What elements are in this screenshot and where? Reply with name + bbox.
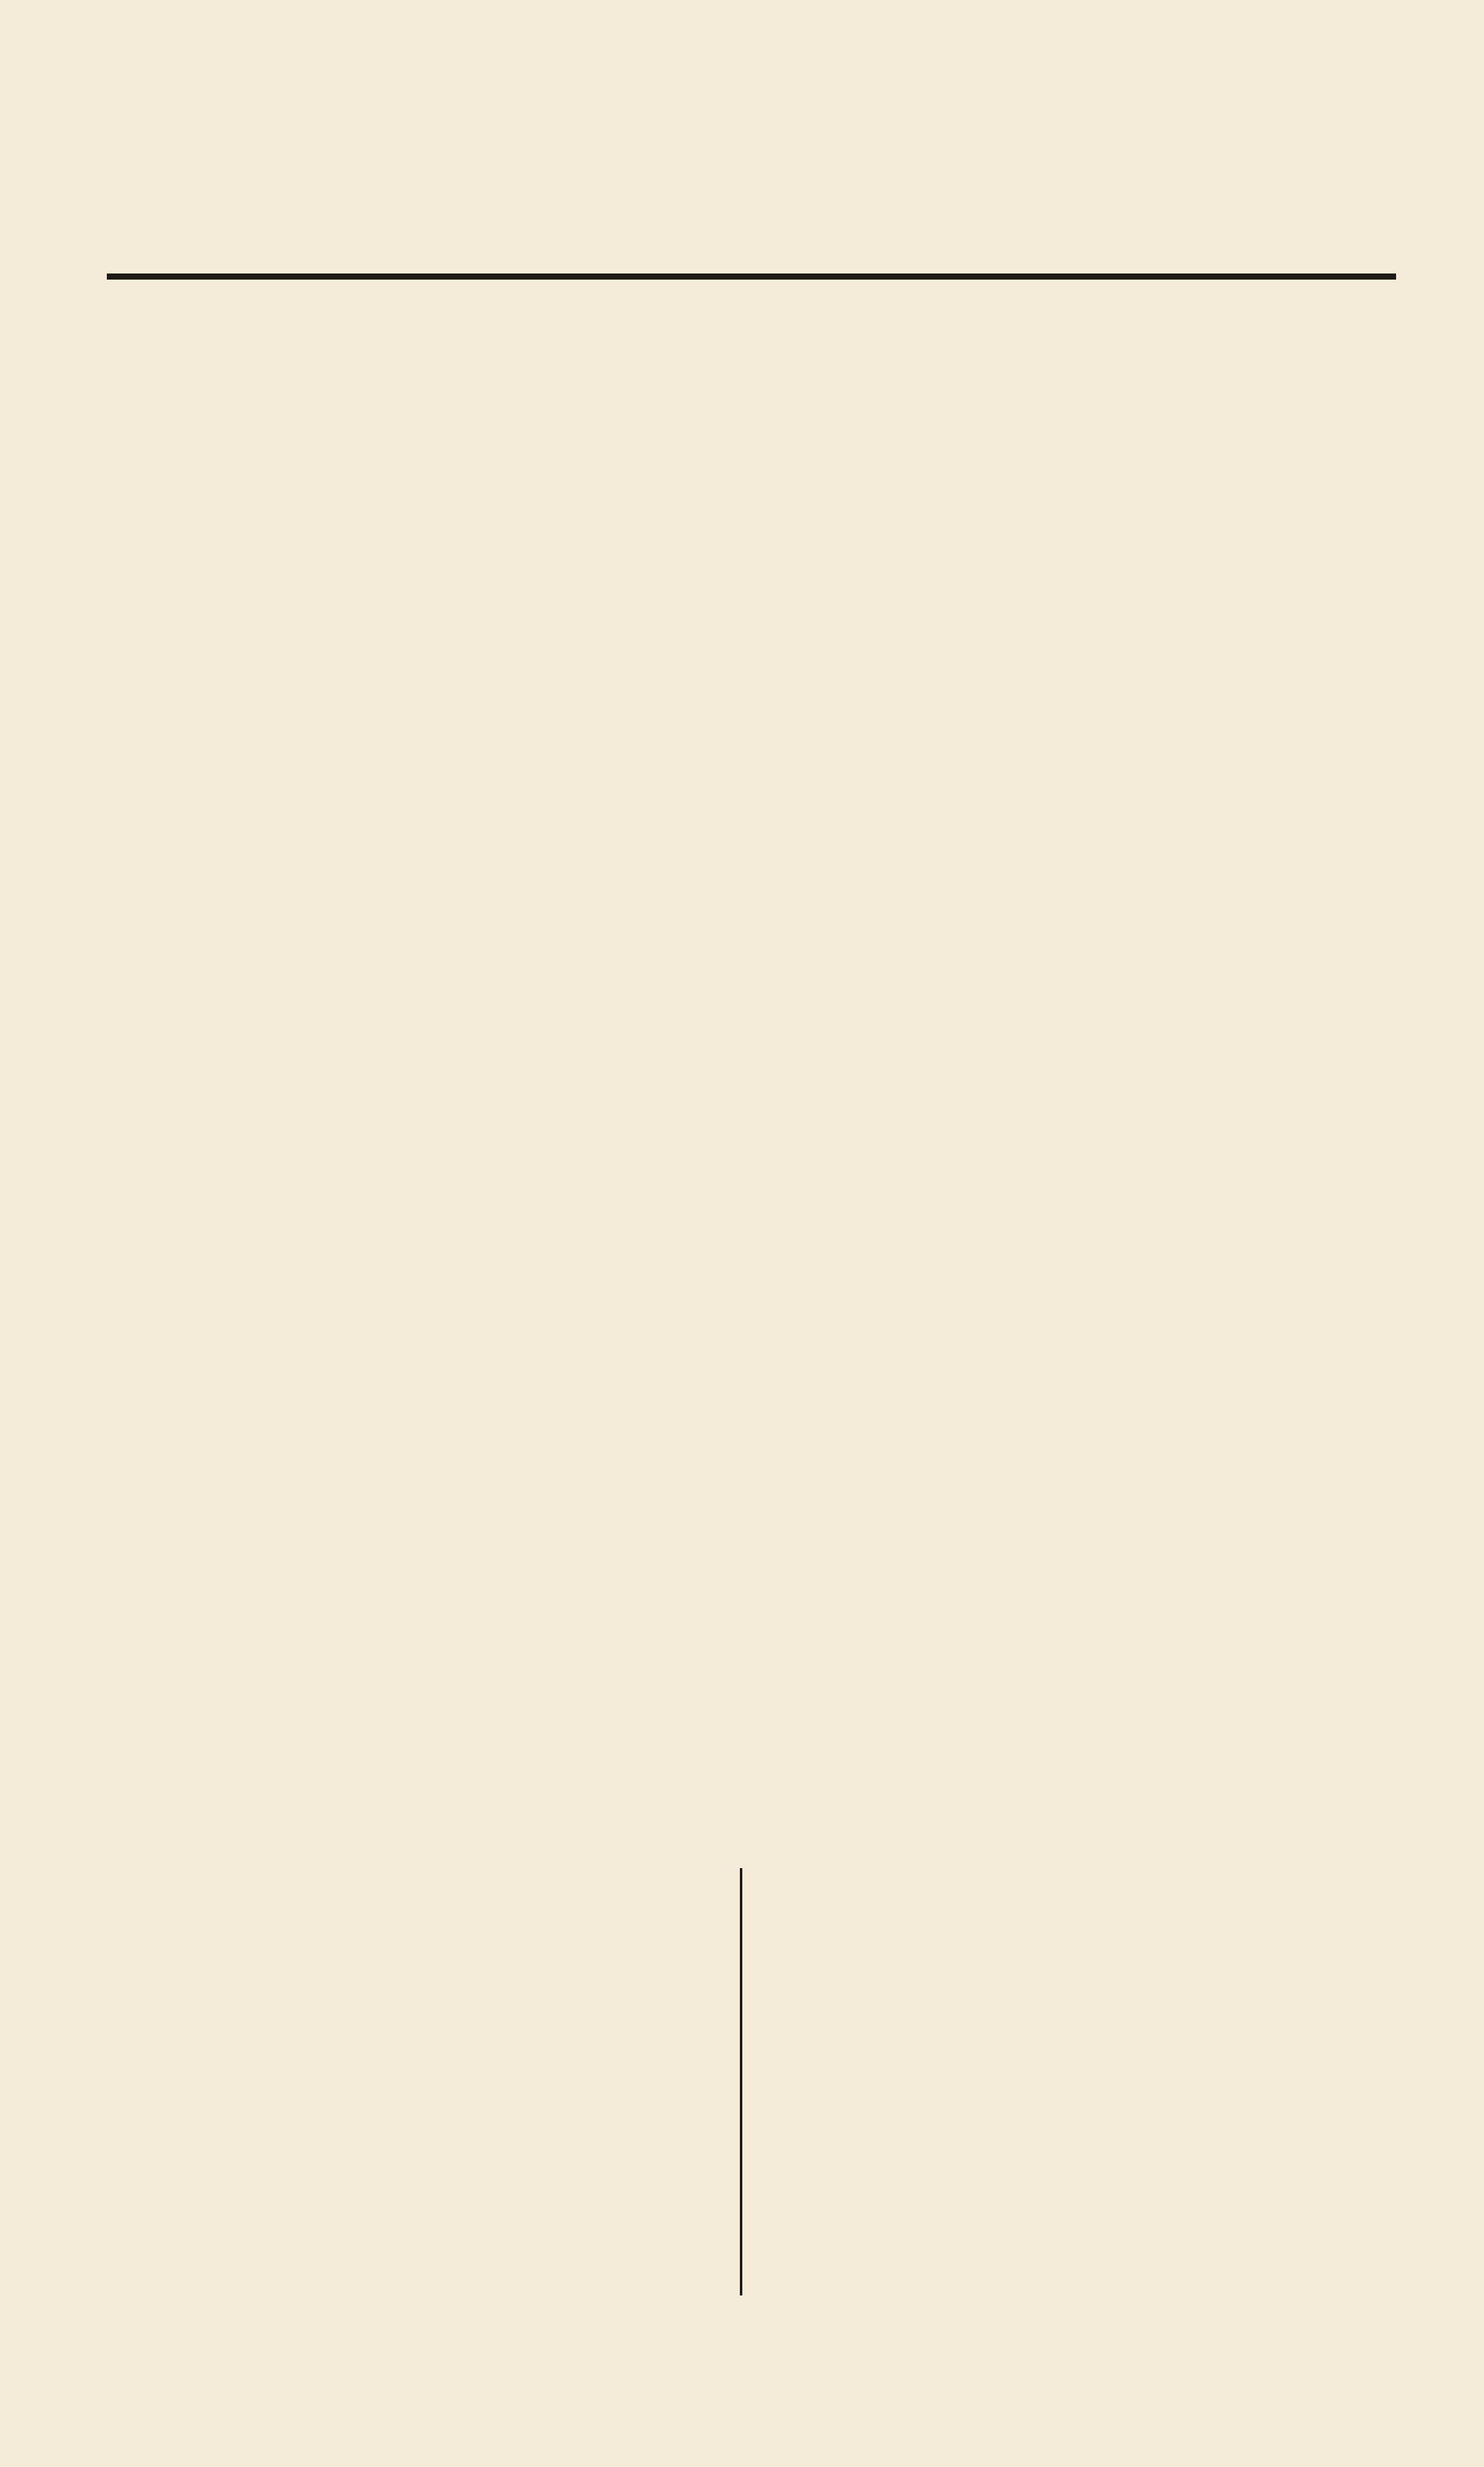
column-divider	[740, 1868, 742, 2295]
